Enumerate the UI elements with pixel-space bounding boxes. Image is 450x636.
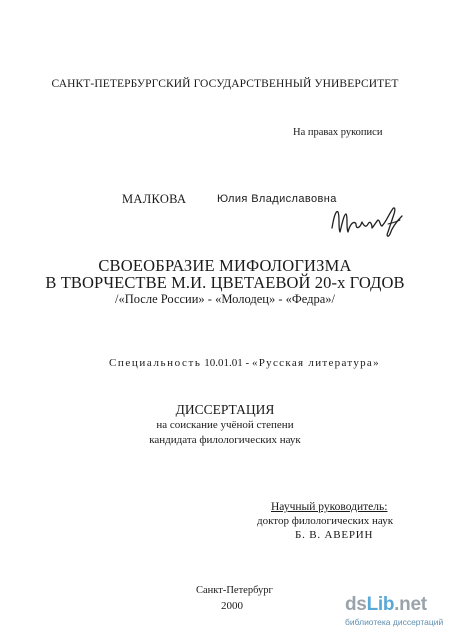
author-surname: МАЛКОВА	[122, 192, 187, 206]
title-line-1: СВОЕОБРАЗИЕ МИФОЛОГИЗМА	[98, 256, 352, 275]
supervisor-degree: доктор филологических наук	[257, 515, 394, 527]
watermark-logo-main: Lib	[366, 594, 395, 615]
dslib-watermark[interactable]	[345, 594, 447, 634]
university-name: САНКТ-ПЕТЕРБУРГСКИЙ ГОСУДАРСТВЕННЫЙ УНИВЕРСИТЕТ	[51, 78, 399, 90]
specialty-line	[109, 357, 380, 369]
specialty-code: 10.01.01	[204, 357, 243, 369]
specialty-name: «Русская литература»	[251, 357, 380, 369]
watermark-logo	[345, 594, 427, 616]
dissertation-degree-line-1: на соискание учёной степени	[156, 419, 294, 431]
watermark-logo-suffix: .net	[394, 594, 427, 615]
watermark-logo-prefix: ds	[345, 594, 367, 615]
publication-city: Санкт-Петербург	[196, 585, 273, 596]
author-signature	[328, 198, 408, 246]
author-given-names: Юлия Владиславовна	[217, 193, 337, 205]
watermark-caption: библиотека диссертаций	[345, 617, 444, 627]
specialty-dash: -	[245, 357, 250, 369]
supervisor-name: Б. В. АВЕРИН	[295, 529, 374, 541]
dissertation-degree-line-2: кандидата филологических наук	[149, 434, 301, 446]
title-line-2: В ТВОРЧЕСТВЕ М.И. ЦВЕТАЕВОЙ 20-х ГОДОВ	[45, 273, 405, 292]
supervisor-label: Научный руководитель:	[271, 501, 388, 513]
rights-note: На правах рукописи	[293, 127, 383, 138]
specialty-label: Специальность	[109, 357, 202, 369]
publication-year: 2000	[221, 600, 243, 612]
title-line-3: /«После России» - «Молодец» - «Федра»/	[114, 292, 336, 306]
dissertation-heading: ДИССЕРТАЦИЯ	[175, 402, 275, 417]
